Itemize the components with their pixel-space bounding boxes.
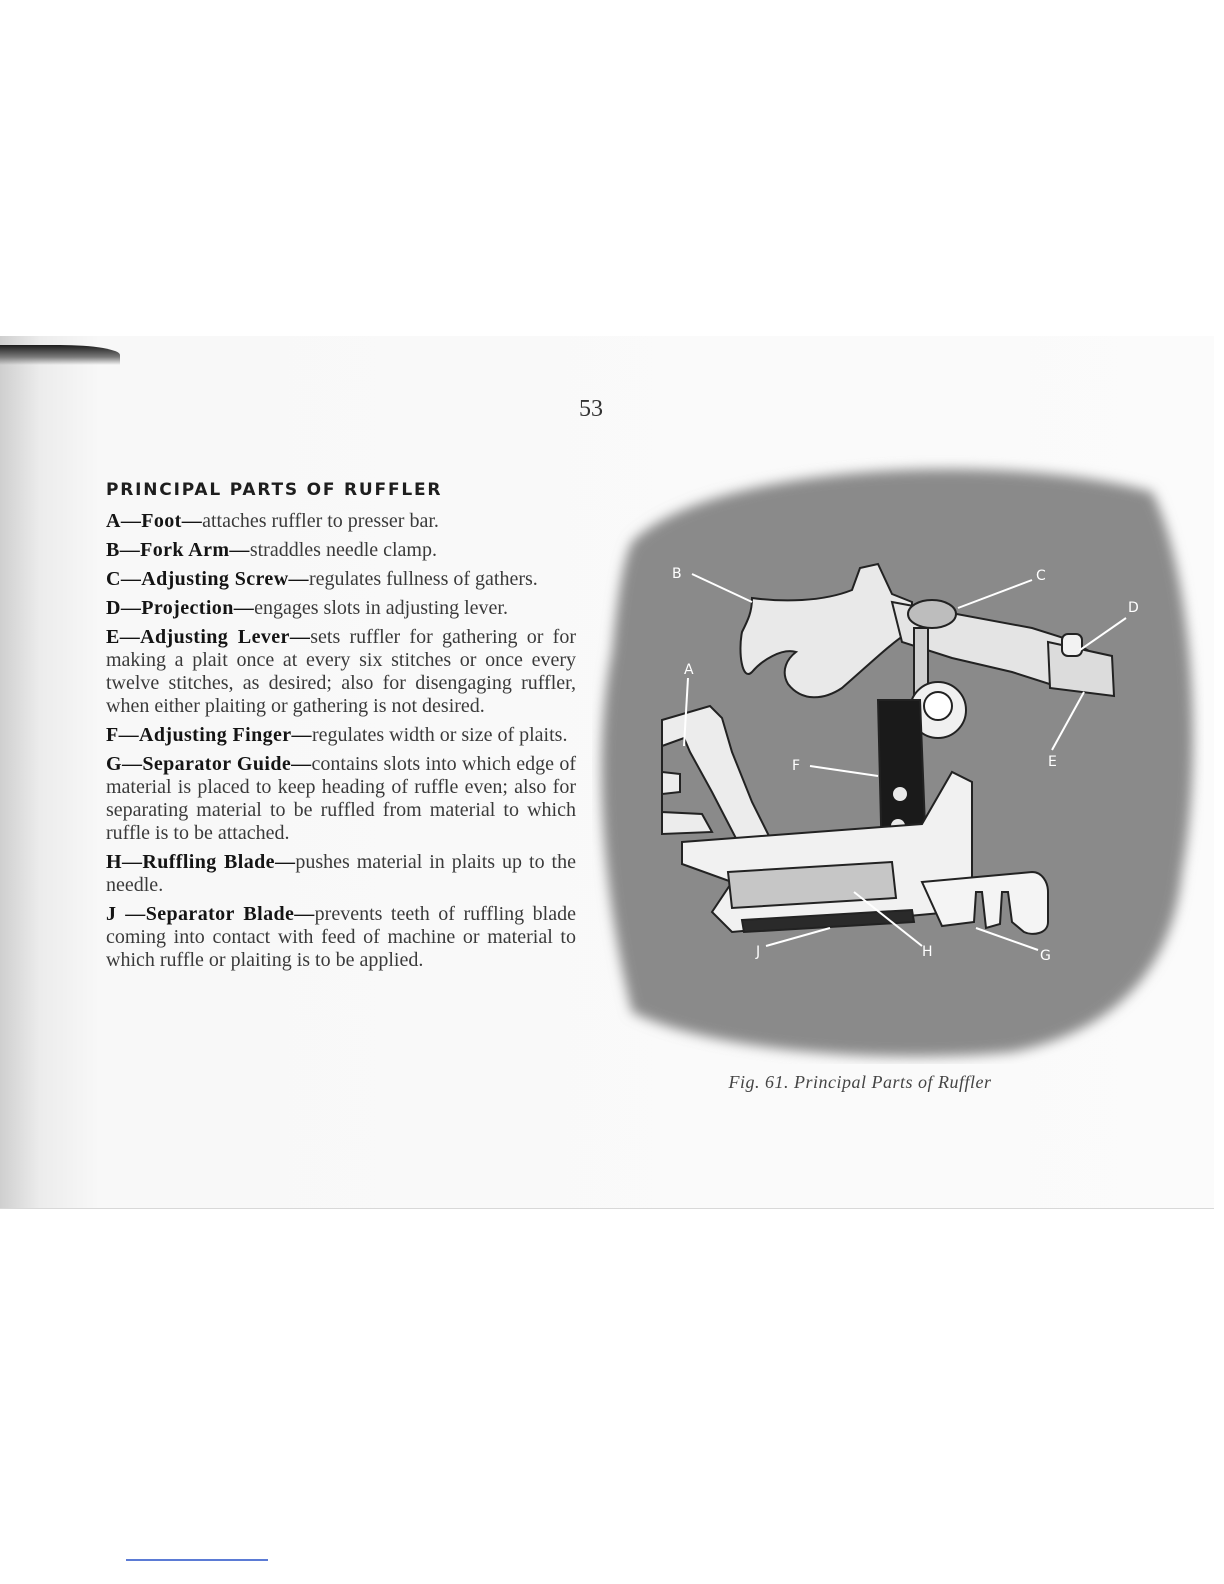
part-term: B—Fork Arm— bbox=[106, 539, 250, 561]
label-d: D bbox=[1128, 600, 1139, 616]
part-term: A—Foot— bbox=[106, 510, 203, 532]
part-entry-b bbox=[106, 539, 576, 562]
part-entry-c bbox=[106, 568, 576, 591]
adjusting-screw bbox=[908, 600, 956, 628]
part-description: regulates fullness of gathers. bbox=[308, 568, 538, 590]
part-description: sets ruffler for gathering or for making a plait once at every six stitches or once every twelve stitches, as desired; also for disengaging ruffler, when either plaiting or gathering is not desired. bbox=[106, 626, 576, 717]
part-entry-j bbox=[106, 903, 576, 972]
pivot-cap bbox=[924, 692, 952, 720]
label-j: J bbox=[756, 944, 761, 960]
part-entry-e bbox=[106, 626, 576, 718]
label-b: B bbox=[672, 566, 682, 582]
figure-caption: Fig. 61. Principal Parts of Ruffler bbox=[728, 1072, 992, 1092]
label-f: F bbox=[792, 758, 801, 774]
bottom-rule bbox=[126, 1559, 268, 1561]
part-entry-d bbox=[106, 597, 576, 620]
label-a: A bbox=[684, 662, 694, 678]
part-description: regulates width or size of plaits. bbox=[311, 724, 568, 746]
part-description: prevents teeth of ruffling blade coming into contact with feed of machine or material to which ruffle or plaiting is to be applied. bbox=[106, 903, 576, 971]
projection bbox=[1062, 634, 1082, 656]
label-h: H bbox=[922, 944, 933, 960]
part-term: H—Ruffling Blade— bbox=[106, 851, 296, 873]
part-term: C—Adjusting Screw— bbox=[106, 568, 309, 590]
ruffler-figure bbox=[592, 452, 1204, 1064]
part-entry-h bbox=[106, 851, 576, 897]
part-term: D—Projection— bbox=[106, 597, 255, 619]
section-heading: PRINCIPAL PARTS OF RUFFLER bbox=[106, 480, 443, 500]
parts-list bbox=[106, 480, 576, 978]
part-description: attaches ruffler to presser bar. bbox=[202, 510, 439, 532]
ruffler-illustration bbox=[592, 452, 1204, 1064]
part-term: J —Separator Blade— bbox=[106, 903, 315, 925]
part-description: straddles needle clamp. bbox=[249, 539, 437, 561]
page-edge-shadow bbox=[0, 345, 120, 365]
part-entry-a bbox=[106, 510, 576, 533]
part-term: E—Adjusting Lever— bbox=[106, 626, 311, 648]
part-term: F—Adjusting Finger— bbox=[106, 724, 312, 746]
finger-hole bbox=[893, 787, 907, 801]
part-description: contains slots into which edge of material is placed to keep heading of ruffle even; also for separating material to be ruffled from material to which ruffle is to be attached. bbox=[106, 753, 577, 844]
part-entry-f bbox=[106, 724, 576, 747]
part-term: G—Separator Guide— bbox=[106, 753, 312, 775]
separator-guide bbox=[922, 872, 1048, 934]
label-g: G bbox=[1040, 948, 1051, 964]
part-description: engages slots in adjusting lever. bbox=[254, 597, 508, 619]
page-number: 53 bbox=[579, 396, 603, 422]
label-c: C bbox=[1036, 568, 1046, 584]
part-description: pushes material in plaits up to the needle. bbox=[106, 851, 576, 896]
part-entry-g bbox=[106, 753, 576, 845]
label-e: E bbox=[1048, 754, 1057, 770]
